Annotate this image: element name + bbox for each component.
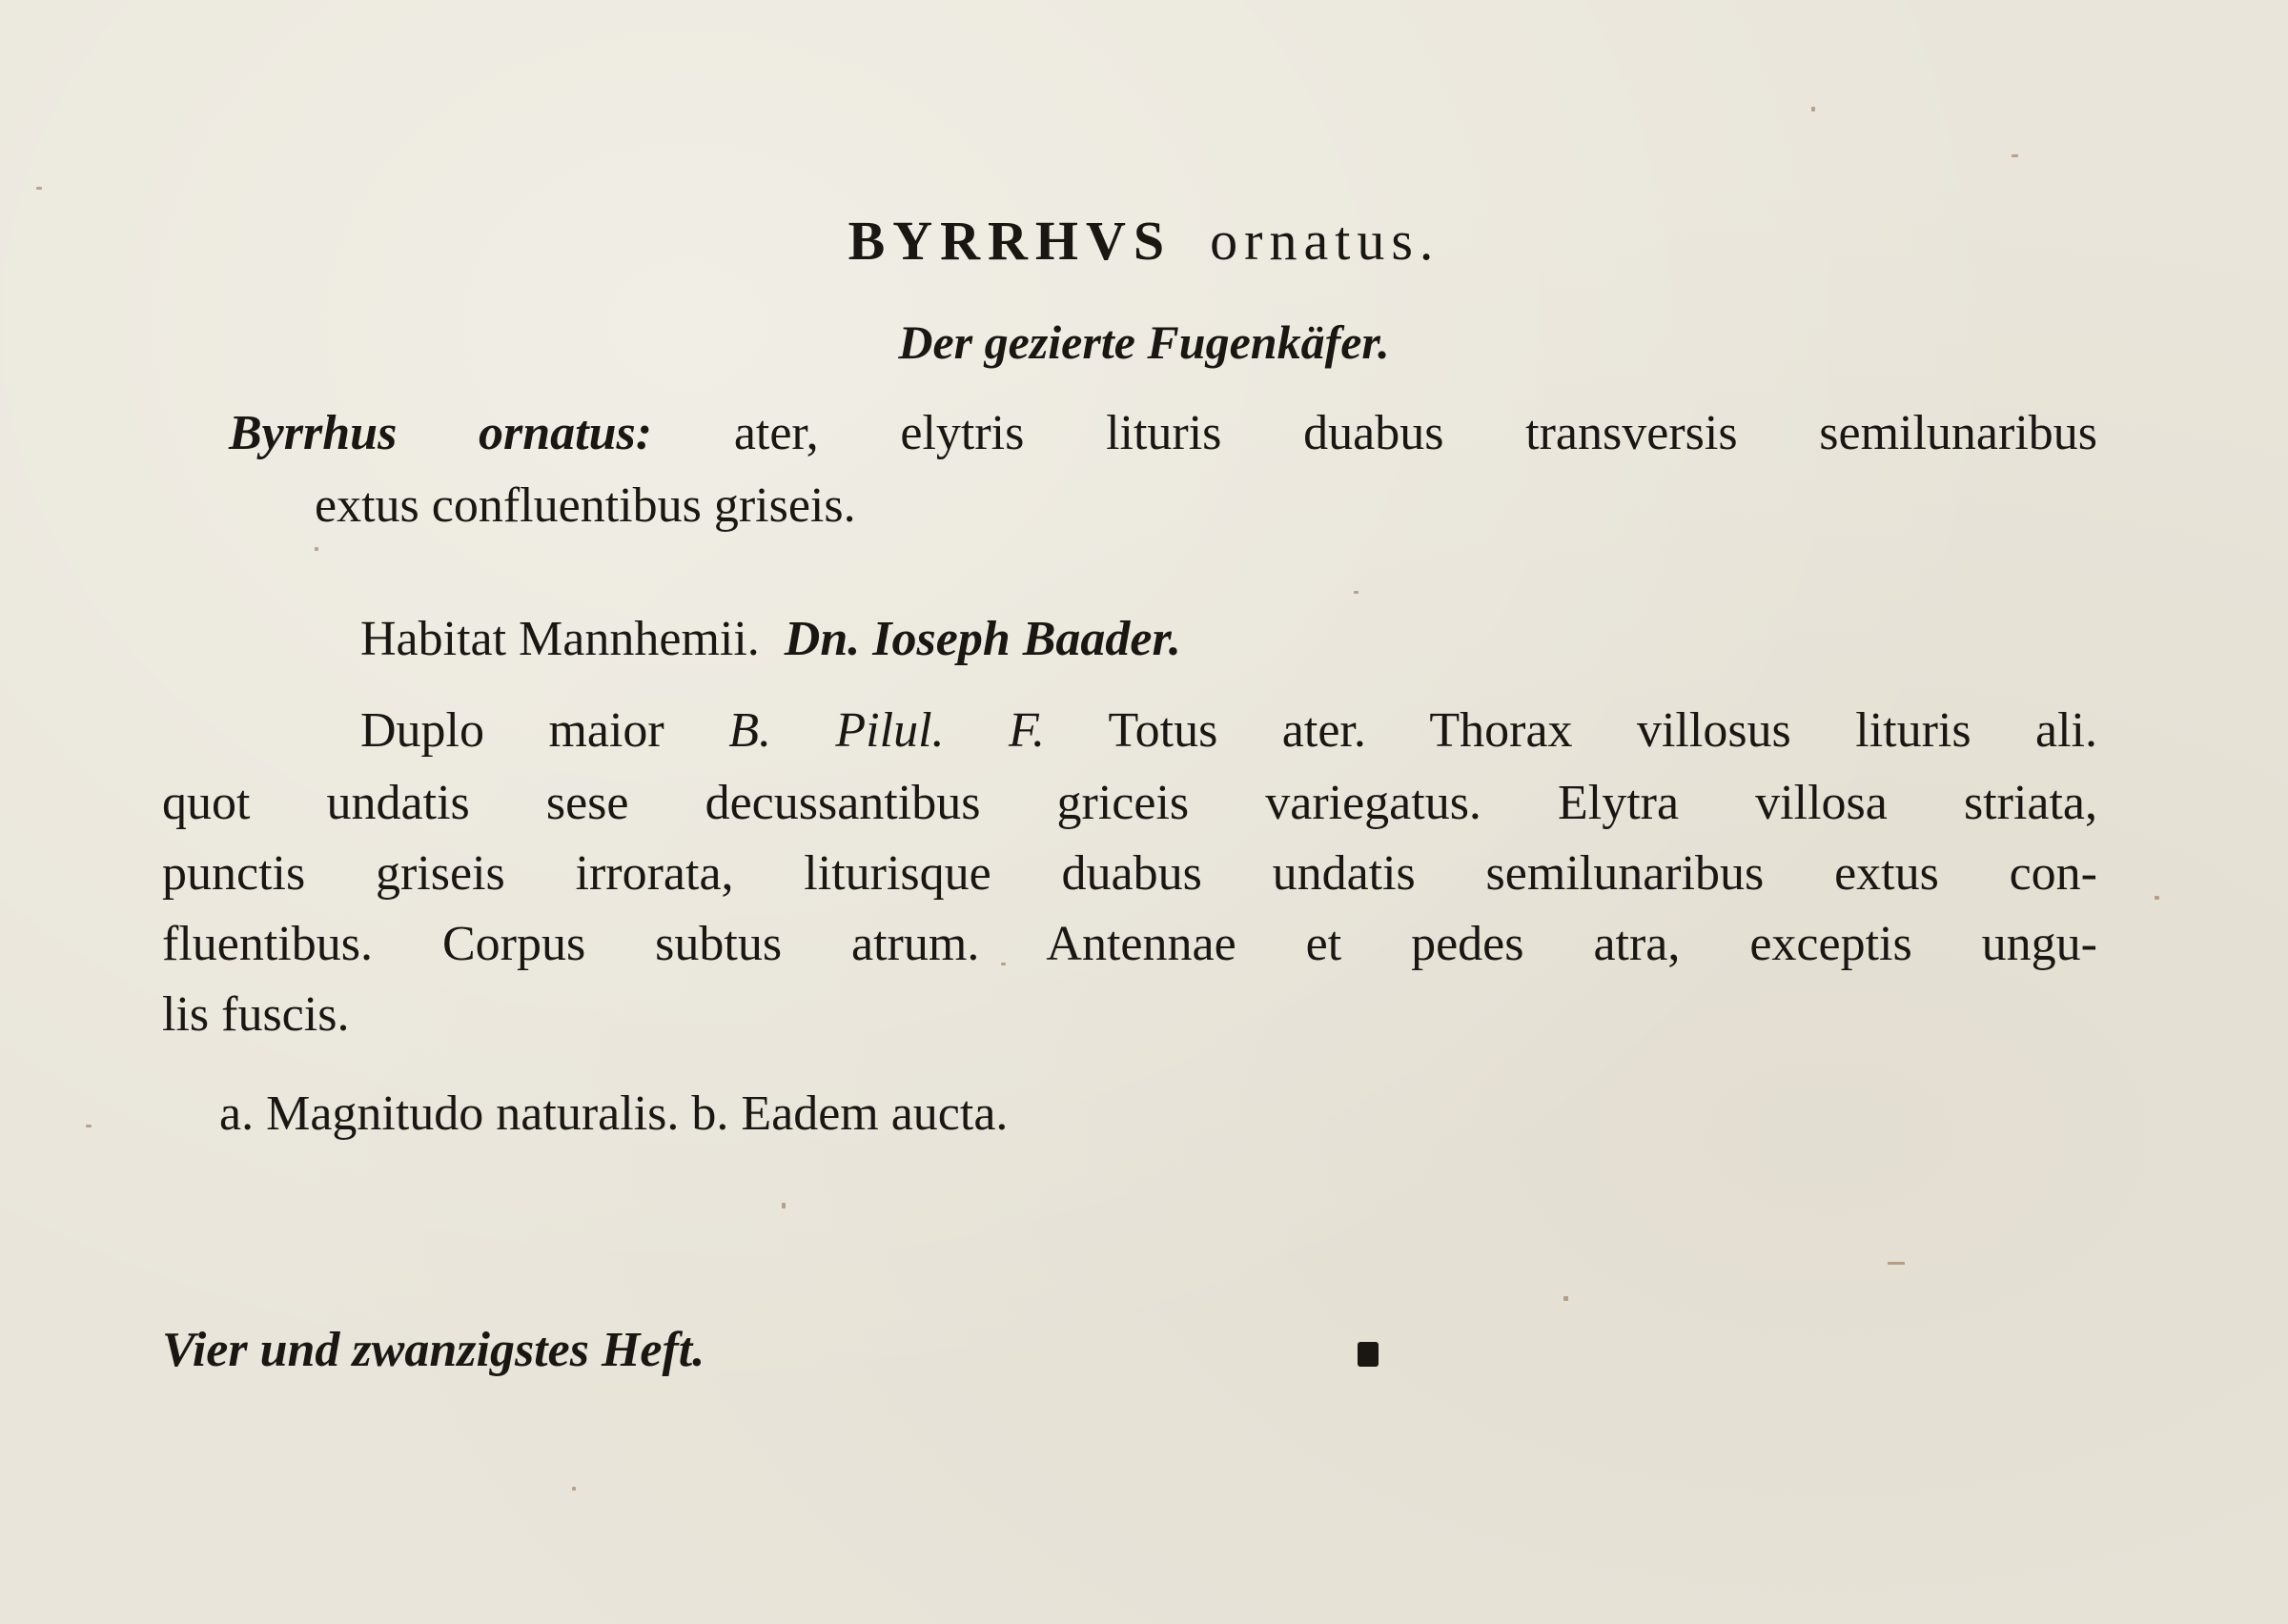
paper-fleck [1888, 1262, 1905, 1265]
bleed-through-stamp [257, 19, 829, 172]
signature-line: Vier und zwanzigstes Heft. [162, 1323, 705, 1377]
description-text: Totus ater. Thorax villosus lituris ali. [1108, 703, 2098, 758]
description-line-4: fluentibus. Corpus subtus atrum. Antennae et pedes atra, exceptis ungu- [162, 917, 2097, 971]
paper-fleck [1563, 1296, 1568, 1301]
signature-mark [1358, 1342, 1379, 1367]
paper-fleck [36, 187, 42, 190]
german-name: Der gezierte Fugenkäfer. [898, 315, 1390, 369]
paper-fleck [2012, 154, 2018, 157]
page-title [0, 212, 2288, 271]
species-name: Byrrhus ornatus: [229, 406, 653, 460]
description-line-2: quot undatis sese decussantibus griceis variegatus. Elytra villosa striata, [162, 776, 2097, 830]
diagnosis-text: ater, elytris lituris duabus transversis semilunaribus [733, 406, 2098, 460]
description-line-5: lis fuscis. [162, 987, 350, 1042]
diagnosis-line-1 [229, 404, 2097, 463]
paper-fleck [1354, 591, 1358, 594]
paper-fleck [315, 547, 318, 551]
description-line-1 [360, 701, 2097, 761]
habitat-line [360, 610, 1181, 669]
paper-fleck [572, 1487, 576, 1491]
title-species: ornatus. [1210, 210, 1440, 272]
paper-fleck [2155, 896, 2159, 900]
diagnosis-line-2: extus confluentibus griseis. [315, 478, 856, 533]
collector-name: Dn. Ioseph Baader. [784, 612, 1181, 666]
habitat-text: Habitat Mannhemii. [360, 612, 760, 666]
paper-fleck [1811, 107, 1815, 112]
description-reference: B. Pilul. F. [728, 703, 1046, 758]
figure-caption: a. Magnitudo naturalis. b. Eadem aucta. [219, 1086, 1009, 1141]
title-genus: BYRRHVS [848, 210, 1173, 272]
description-line-3: punctis griseis irrorata, liturisque duabus undatis semilunaribus extus con- [162, 846, 2097, 901]
paper-fleck [86, 1125, 92, 1127]
paper-fleck [782, 1203, 786, 1208]
description-text: Duplo maior [360, 703, 664, 758]
